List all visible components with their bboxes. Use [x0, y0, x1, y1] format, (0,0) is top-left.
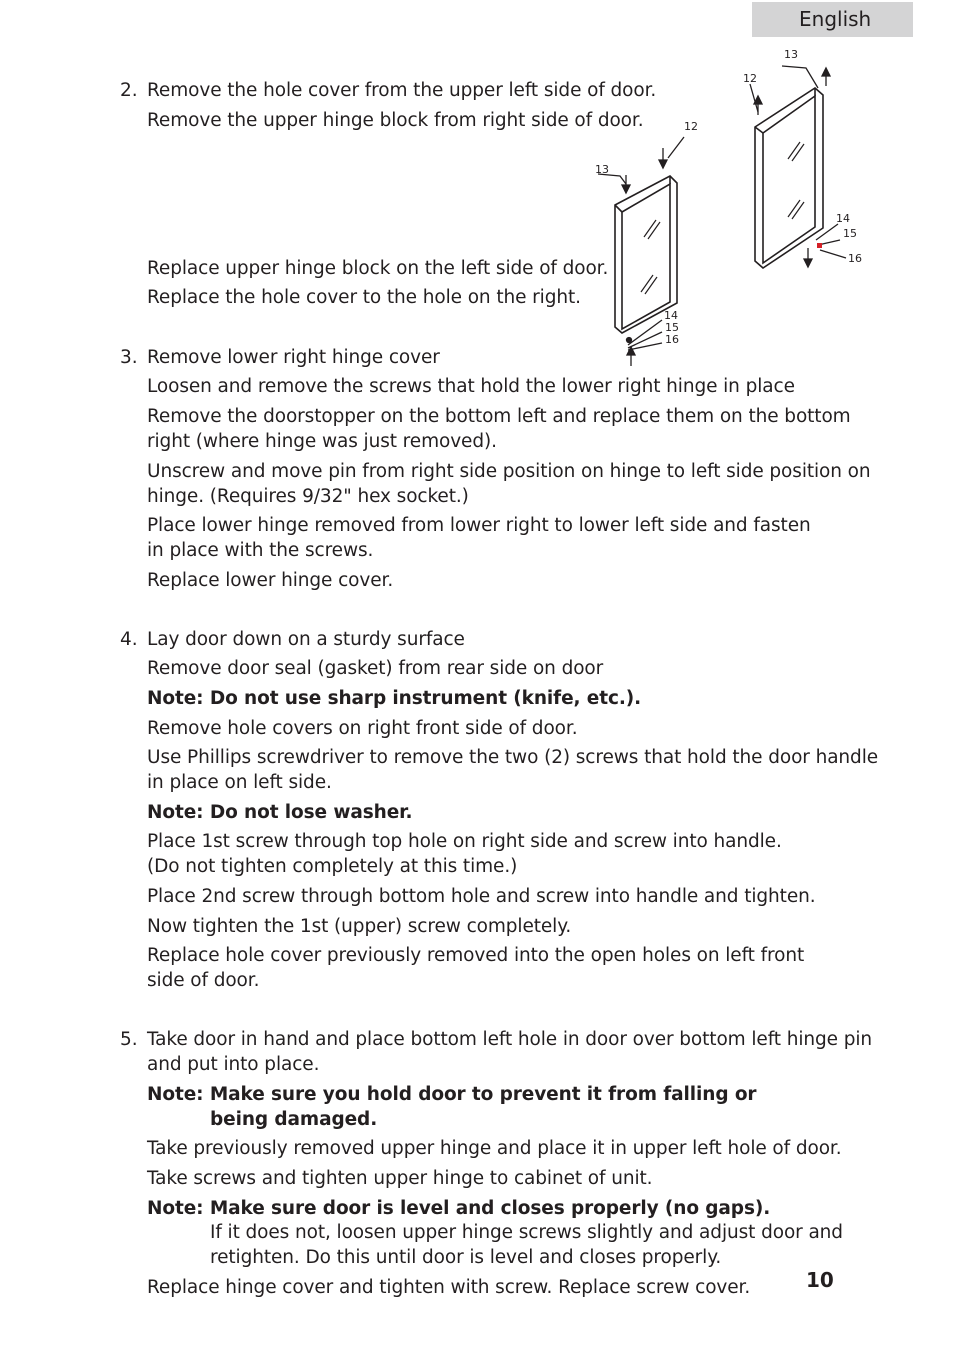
step-2-line: Remove the upper hinge block from right side of door. [147, 110, 644, 131]
step-3-line: Loosen and remove the screws that hold the lower right hinge in place [147, 376, 795, 397]
step-3-line: Replace lower hinge cover. [147, 570, 394, 591]
step-4-line: in place on left side. [147, 772, 332, 793]
step-4-line: Remove hole covers on right front side of door. [147, 718, 578, 739]
label-13: 13 [595, 163, 609, 176]
step-5-line: Take screws and tighten upper hinge to cabinet of unit. [147, 1168, 653, 1189]
step-4-line: side of door. [147, 970, 260, 991]
label-14: 14 [836, 212, 850, 225]
step-3-line: Place lower hinge removed from lower right to lower left side and fasten [147, 515, 811, 536]
step-5-line: Take door in hand and place bottom left hole in door over bottom left hinge pin [147, 1029, 873, 1050]
step-4-line: (Do not tighten completely at this time.) [147, 856, 518, 877]
step-5-note: Note: Make sure door is level and closes properly (no gaps). [147, 1198, 771, 1219]
step-4-line: Replace hole cover previously removed into the open holes on left front [147, 945, 805, 966]
step-3-line: Unscrew and move pin from right side position on hinge to left side position on [147, 461, 871, 482]
label-16: 16 [848, 252, 862, 265]
step-3-line: in place with the screws. [147, 540, 374, 561]
step-3-line: Remove the doorstopper on the bottom left and replace them on the bottom [147, 406, 851, 427]
language-tab [752, 2, 913, 37]
step-5-line: retighten. Do this until door is level and closes properly. [210, 1247, 722, 1268]
label-12: 12 [684, 120, 698, 133]
step-5-note: being damaged. [210, 1109, 378, 1130]
step-5-line: If it does not, loosen upper hinge screws slightly and adjust door and [210, 1222, 843, 1243]
step-5-number: 5. [120, 1029, 138, 1050]
label-14: 14 [664, 309, 678, 322]
step-3-line: hinge. (Requires 9/32" hex socket.) [147, 486, 469, 507]
step-3-line: Remove lower right hinge cover [147, 347, 440, 368]
step-4-note: Note: Do not lose washer. [147, 802, 413, 823]
step-2-line: Remove the hole cover from the upper left side of door. [147, 80, 657, 101]
label-12: 12 [743, 72, 757, 85]
label-13: 13 [784, 48, 798, 61]
step-5-line: Replace hinge cover and tighten with screw. Replace screw cover. [147, 1277, 751, 1298]
step-2-number: 2. [120, 80, 138, 101]
step-4-line: Place 2nd screw through bottom hole and screw into handle and tighten. [147, 886, 816, 907]
step-4-line: Use Phillips screwdriver to remove the two (2) screws that hold the door handle [147, 747, 879, 768]
step-4-line: Lay door down on a sturdy surface [147, 629, 465, 650]
step-4-number: 4. [120, 629, 138, 650]
step-4-line: Now tighten the 1st (upper) screw completely. [147, 916, 572, 937]
step-5-line: Take previously removed upper hinge and place it in upper left hole of door. [147, 1138, 842, 1159]
step-5-note: Note: Make sure you hold door to prevent it from falling or [147, 1084, 757, 1105]
step-4-line: Remove door seal (gasket) from rear side on door [147, 658, 604, 679]
step-2-line: Replace upper hinge block on the left side of door. [147, 258, 609, 279]
page-number: 10 [806, 1268, 834, 1292]
step-2-line: Replace the hole cover to the hole on the right. [147, 287, 581, 308]
step-3-line: right (where hinge was just removed). [147, 431, 497, 452]
label-16: 16 [665, 333, 679, 346]
step-3-number: 3. [120, 347, 138, 368]
step-4-note: Note: Do not use sharp instrument (knife, etc.). [147, 688, 642, 709]
step-4-line: Place 1st screw through top hole on right side and screw into handle. [147, 831, 782, 852]
door-diagram-left [590, 110, 710, 370]
label-15: 15 [843, 227, 857, 240]
language-label: English [799, 7, 872, 31]
door-diagram-right [740, 45, 860, 270]
step-5-line: and put into place. [147, 1054, 320, 1075]
label-15: 15 [665, 321, 679, 334]
